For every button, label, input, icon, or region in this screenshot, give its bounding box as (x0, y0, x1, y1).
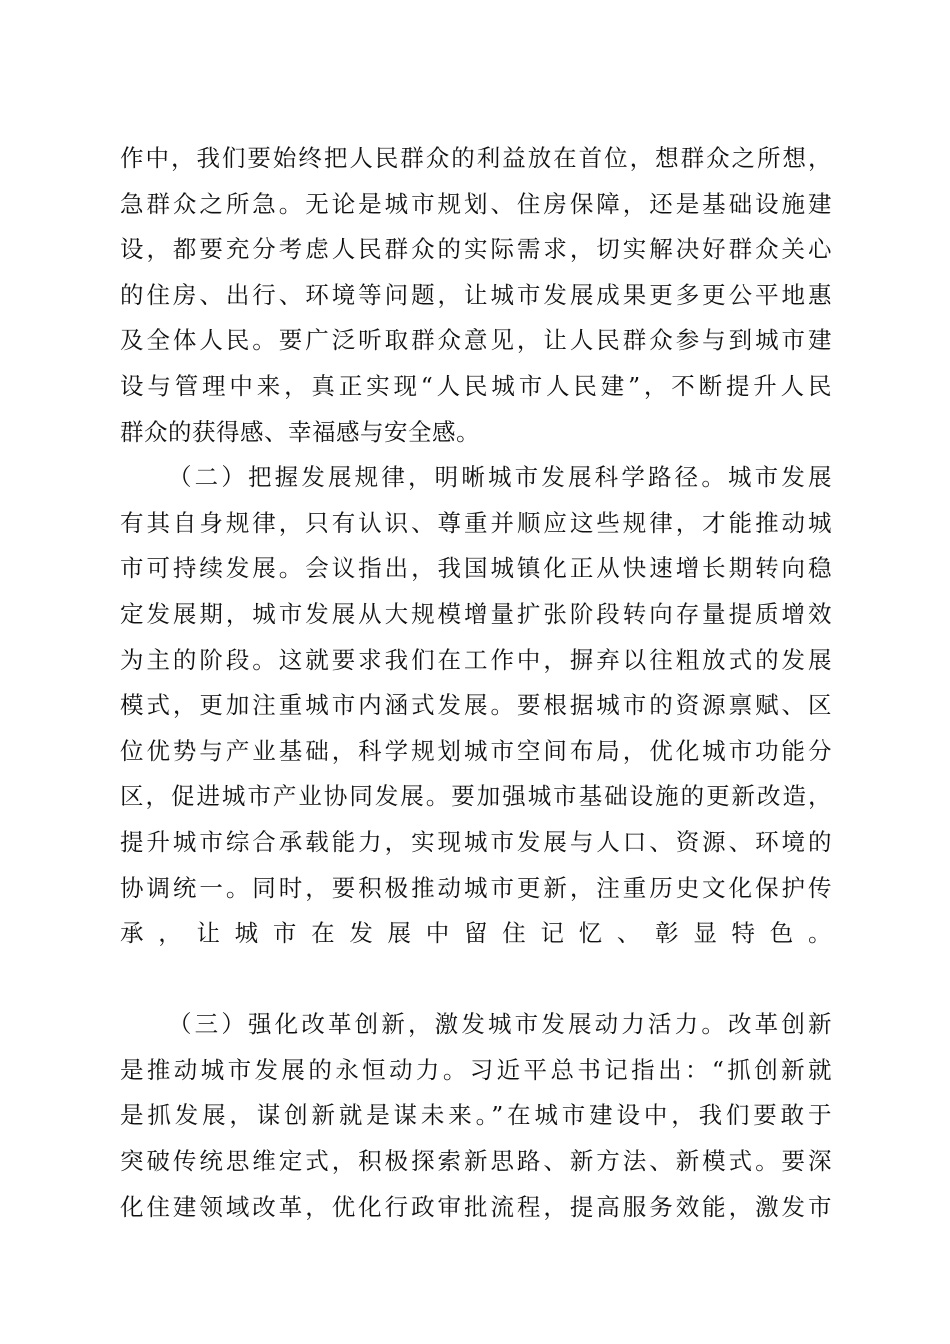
text-line: 定发展期，城市发展从大规模增量扩张阶段转向存量提质增效 (120, 599, 832, 628)
text-line: 突破传统思维定式，积极探索新思路、新方法、新模式。要深 (120, 1147, 832, 1176)
text-line: 是推动城市发展的永恒动力。习近平总书记指出：“抓创新就 (120, 1055, 832, 1084)
text-line (120, 957, 832, 1003)
section-heading-line: （二）把握发展规律，明晰城市发展科学路径。城市发展 (168, 463, 832, 492)
paragraph-1 (120, 136, 832, 455)
text-line: 为主的阶段。这就要求我们在工作中，摒弃以往粗放式的发展 (120, 645, 832, 674)
paragraph-3 (120, 1002, 832, 1230)
document-body (120, 136, 832, 1230)
text-line: 化住建领域改革，优化行政审批流程，提高服务效能，激发市 (120, 1192, 832, 1221)
text-line: 协调统一。同时，要积极推动城市更新，注重历史文化保护传 (120, 873, 832, 902)
text-line: 设，都要充分考虑人民群众的实际需求，切实解决好群众关心 (120, 235, 832, 264)
text-line: 市可持续发展。会议指出，我国城镇化正从快速增长期转向稳 (120, 554, 832, 583)
paragraph-2 (120, 455, 832, 1002)
text-line: 是抓发展，谋创新就是谋未来。”在城市建设中，我们要敢于 (120, 1101, 832, 1130)
text-line: 急群众之所急。无论是城市规划、住房保障，还是基础设施建 (120, 189, 832, 218)
text-line: 模式，更加注重城市内涵式发展。要根据城市的资源禀赋、区 (120, 691, 832, 720)
text-line: 作中，我们要始终把人民群众的利益放在首位，想群众之所想， (120, 144, 832, 172)
text-line: 及全体人民。要广泛听取群众意见，让人民群众参与到城市建 (120, 326, 832, 355)
text-line: 设与管理中来，真正实现“人民城市人民建”，不断提升人民 (120, 371, 832, 400)
text-line: 区，促进城市产业协同发展。要加强城市基础设施的更新改造， (120, 782, 832, 811)
text-line: 承，让城市在发展中留住记忆、彰显特色。 (120, 919, 832, 948)
text-line: 有其自身规律，只有认识、尊重并顺应这些规律，才能推动城 (120, 508, 832, 537)
text-line: 提升城市综合承载能力，实现城市发展与人口、资源、环境的 (120, 827, 832, 856)
text-line: 群众的获得感、幸福感与安全感。 (120, 417, 480, 446)
text-line: 的住房、出行、环境等问题，让城市发展成果更多更公平地惠 (120, 280, 832, 309)
text-line: 位优势与产业基础，科学规划城市空间布局，优化城市功能分 (120, 736, 832, 765)
section-heading-line: （三）强化改革创新，激发城市发展动力活力。改革创新 (168, 1010, 832, 1039)
